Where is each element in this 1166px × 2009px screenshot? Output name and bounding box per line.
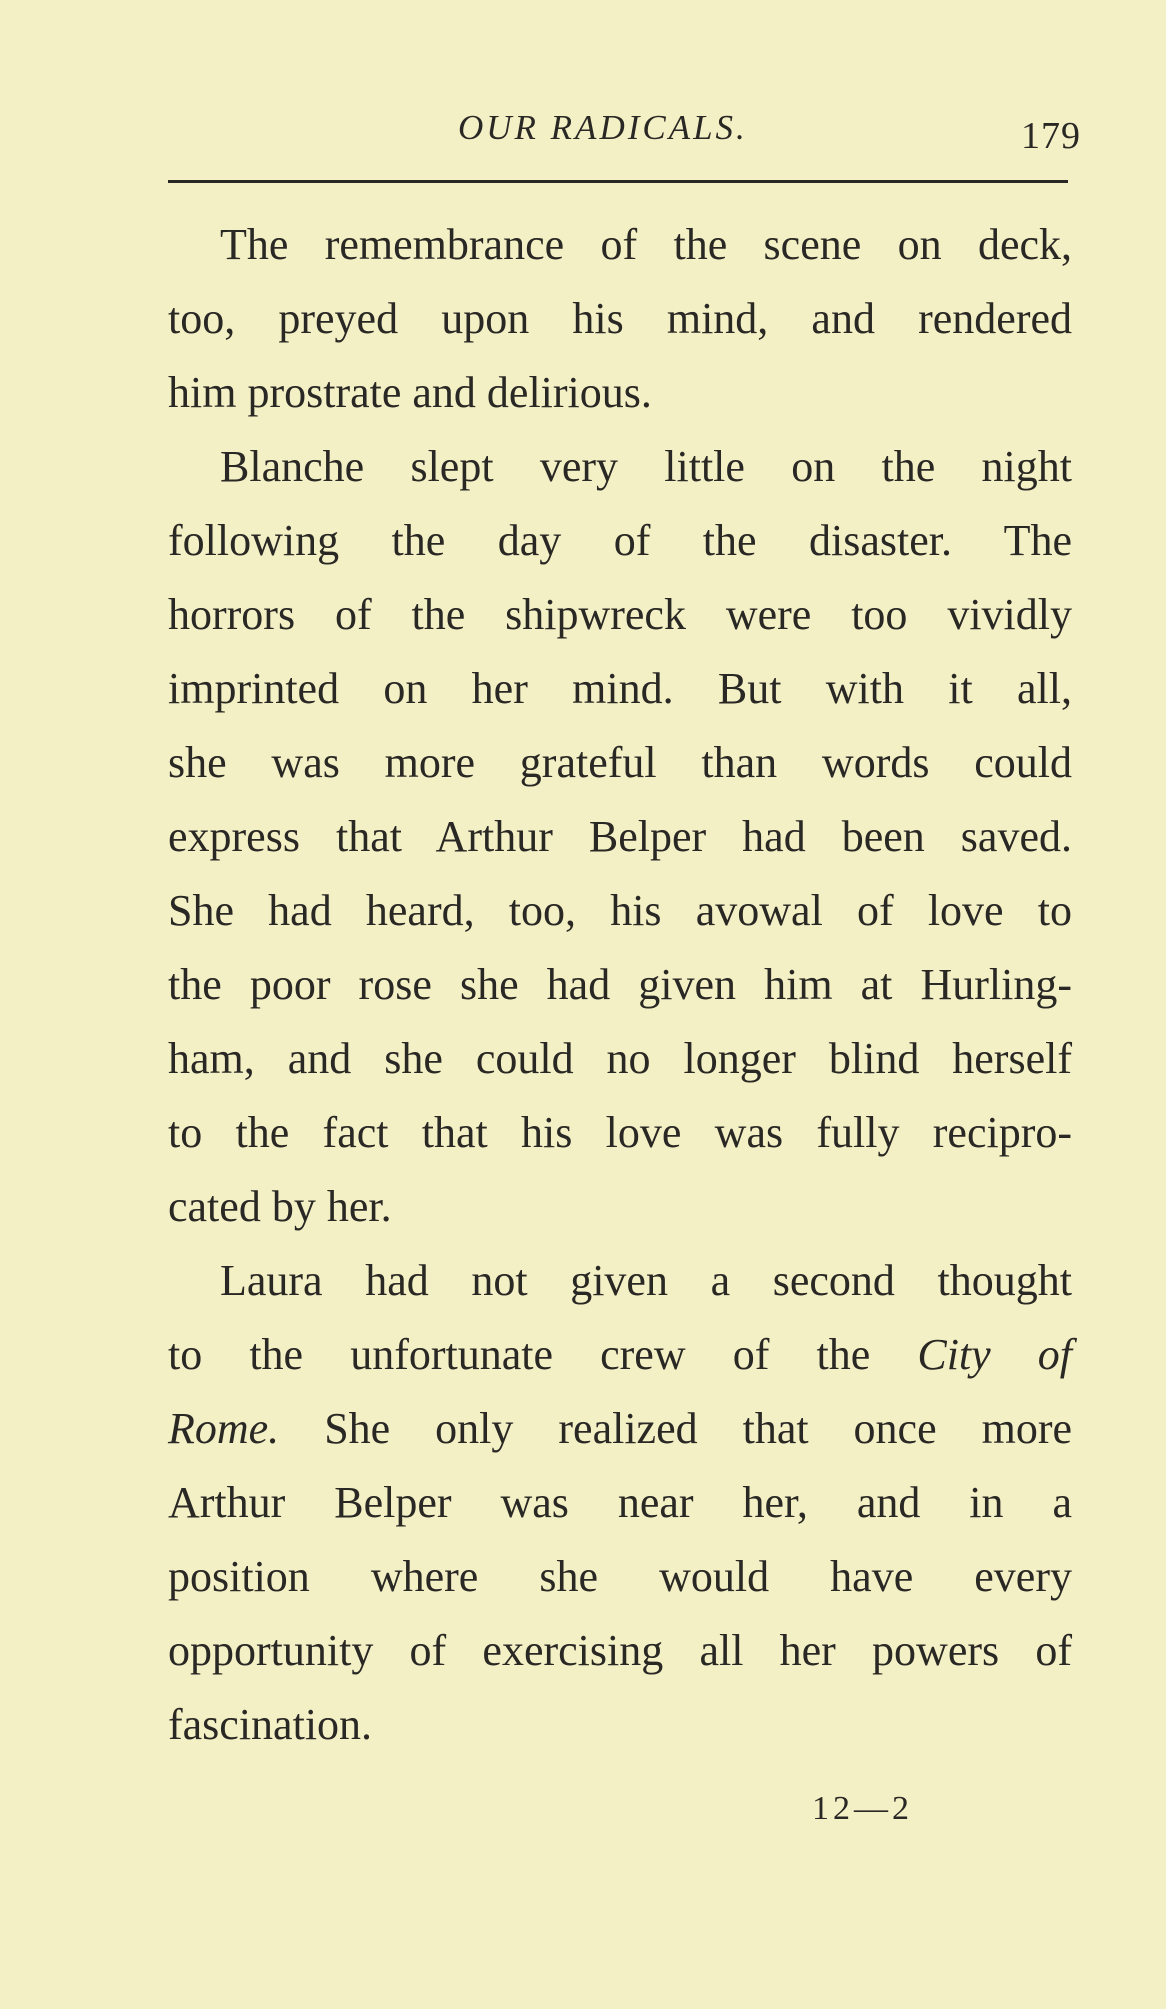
text-line: position where she would have every bbox=[168, 1552, 1072, 1601]
text-line: Laura had not given a second thought bbox=[220, 1256, 1072, 1305]
text-line: Blanche slept very little on the night bbox=[220, 442, 1072, 491]
text-line: imprinted on her mind. But with it all, bbox=[168, 664, 1072, 713]
text-line: horrors of the shipwreck were too vividly bbox=[168, 590, 1072, 639]
text-line: Arthur Belper was near her, and in a bbox=[168, 1478, 1072, 1527]
text-line: too, preyed upon his mind, and rendered bbox=[168, 294, 1072, 343]
text-line: following the day of the disaster. The bbox=[168, 516, 1072, 565]
text-line-with-italic bbox=[168, 1392, 1072, 1466]
ship-name-italic: City of bbox=[917, 1330, 1073, 1379]
text-line: she was more grateful than words could bbox=[168, 738, 1072, 787]
text-line: fascination. bbox=[168, 1700, 373, 1749]
page-number: 179 bbox=[1021, 115, 1081, 157]
text-line: opportunity of exercising all her powers of bbox=[168, 1626, 1072, 1675]
header-rule bbox=[168, 180, 1068, 183]
text-line: The remembrance of the scene on deck, bbox=[220, 220, 1072, 269]
text-line: to the fact that his love was fully recipro- bbox=[168, 1108, 1072, 1157]
text-line: cated by her. bbox=[168, 1182, 392, 1231]
running-title: OUR RADICALS. bbox=[458, 108, 748, 147]
text-line: express that Arthur Belper had been saved. bbox=[168, 812, 1072, 861]
body-text bbox=[168, 208, 1072, 1762]
text-line: him prostrate and delirious. bbox=[168, 368, 652, 417]
running-head bbox=[168, 100, 1081, 160]
text-line: the poor rose she had given him at Hurling- bbox=[168, 960, 1072, 1009]
signature-mark: 12—2 bbox=[812, 1790, 913, 1827]
ship-name-italic: Rome. bbox=[168, 1404, 280, 1453]
text-segment: to the unfortunate crew of the bbox=[168, 1330, 871, 1379]
text-line: She had heard, too, his avowal of love to bbox=[168, 886, 1072, 935]
text-line-with-italic bbox=[168, 1318, 1072, 1392]
text-line: ham, and she could no longer blind herself bbox=[168, 1034, 1072, 1083]
text-segment: She only realized that once more bbox=[324, 1404, 1073, 1453]
